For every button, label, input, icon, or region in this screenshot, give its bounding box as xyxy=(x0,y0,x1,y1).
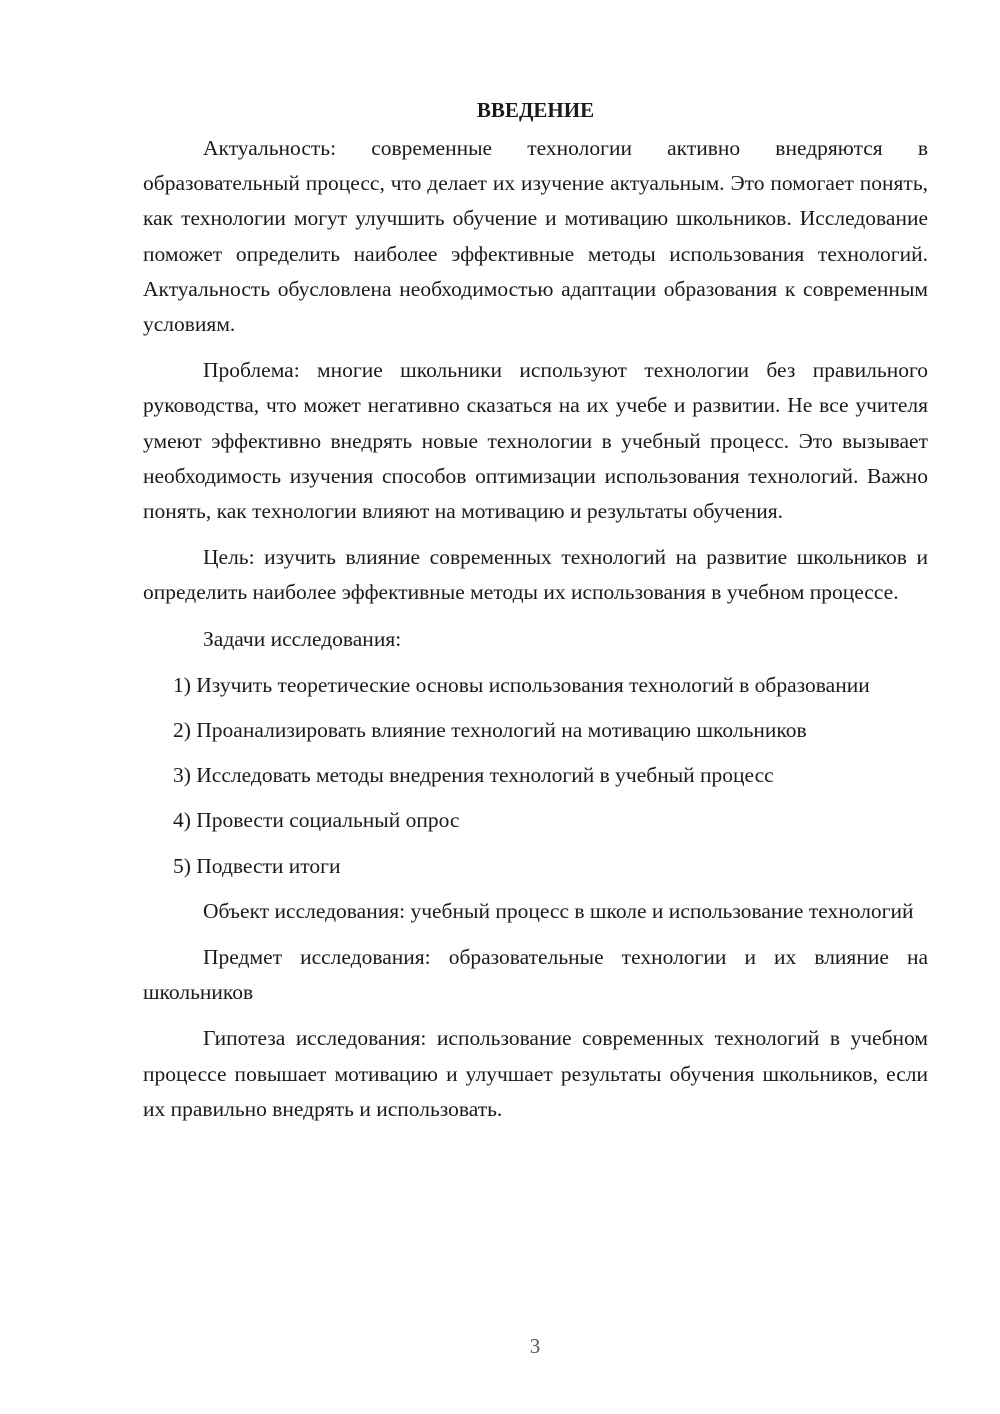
relevance-paragraph: Актуальность: современные технологии активно внедряются в образовательный процесс, что делает их изучение актуальным. Это помогает понять, как технологии могут улучшить обучение и мотивацию школьников. Исследование поможет определить наиболее эффективные методы использования технологий. Актуальность обусловлена необходимостью адаптации образования к современным условиям. xyxy=(143,136,928,337)
tasks-heading: Задачи исследования: xyxy=(203,626,402,651)
page-number: 3 xyxy=(529,1334,541,1358)
goal-paragraph: Цель: изучить влияние современных технологий на развитие школьников и определить наиболее эффективные методы их использования в учебном процессе. xyxy=(143,545,928,605)
object-paragraph: Объект исследования: учебный процесс в школе и использование технологий xyxy=(203,898,914,923)
problem-paragraph: Проблема: многие школьники используют технологии без правильного руководства, что может негативно сказаться на их учебе и развитии. Не все учителя умеют эффективно внедрять новые технологии в учебный процесс. Это вызывает необходимость изучения способов оптимизации использования технологий. Важно понять, как технологии влияют на мотивацию и результаты обучения. xyxy=(143,358,928,524)
page-title: ВВЕДЕНИЕ xyxy=(476,98,595,122)
document-page xyxy=(143,95,928,1138)
hypothesis-paragraph: Гипотеза исследования: использование современных технологий в учебном процессе повышает мотивацию и улучшает результаты обучения школьников, если их правильно внедрять и использовать. xyxy=(143,1026,928,1121)
task-item: 2) Проанализировать влияние технологий на мотивацию школьников xyxy=(173,718,807,743)
task-item: 5) Подвести итоги xyxy=(173,853,341,878)
task-item: 4) Провести социальный опрос xyxy=(173,808,460,833)
subject-paragraph: Предмет исследования: образовательные технологии и их влияние на школьников xyxy=(143,945,928,1005)
task-item: 1) Изучить теоретические основы использования технологий в образовании xyxy=(173,672,870,697)
task-item: 3) Исследовать методы внедрения технологий в учебный процесс xyxy=(173,763,774,788)
